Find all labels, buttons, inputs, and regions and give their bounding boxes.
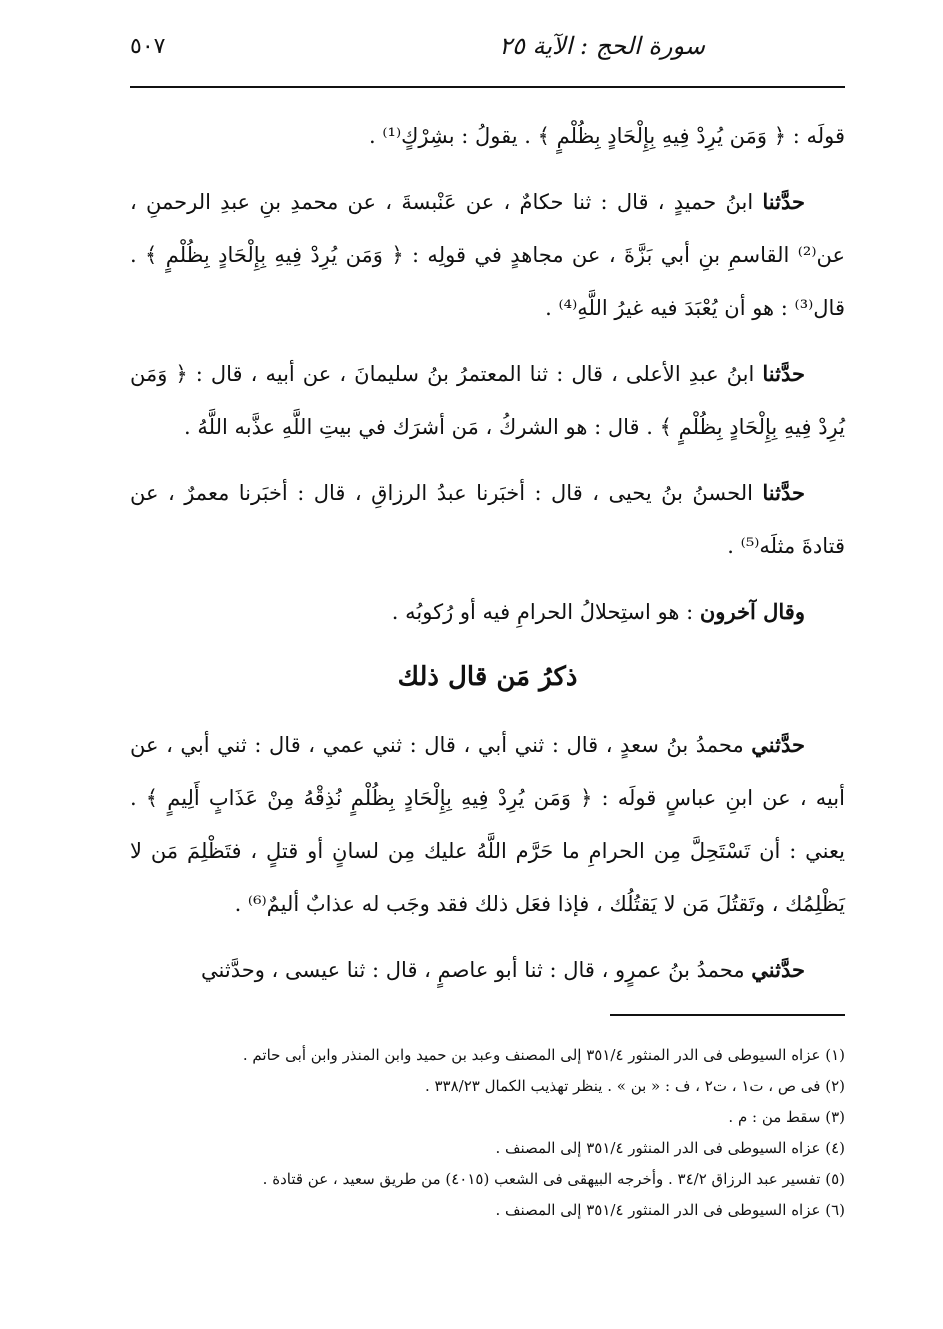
paragraph-2-text: ابنُ حميدٍ ، قال : ثنا حكامٌ ، عن عَنْبسةَ ، عن محمدِ بنِ عبدِ الرحمنِ ، عن⁽²⁾ القاسمِ بنِ أبي بَزَّةَ ، عن مجاهدٍ في قولِه : ﴿ وَمَن يُرِدْ فِيهِ بِإِلْحَادٍ بِظُلْمٍ ﴾ . قال⁽³⁾ : هو أن يُعْبَدَ فيه غيرُ اللَّهِ⁽⁴⁾ . xyxy=(130,190,845,320)
paragraph-3-text: ابنُ عبدِ الأعلى ، قال : ثنا المعتمرُ بنُ سليمانَ ، عن أبيه ، قال : ﴿ وَمَن يُرِدْ فِيهِ بِإِلْحَادٍ بِظُلْمٍ ﴾ . قال : هو الشركُ ، مَن أشرَك في بيتِ اللَّهِ عذَّبه اللَّهُ . xyxy=(130,362,845,439)
paragraph-4-lead: حدَّثنا xyxy=(762,480,805,505)
paragraph-5-text: : هو استِحلالُ الحرامِ فيه أو رُكوبُه . xyxy=(391,600,700,624)
paragraph-3-lead: حدَّثنا xyxy=(762,361,805,386)
paragraph-3 xyxy=(130,347,845,454)
footnote-rule xyxy=(610,1014,845,1016)
paragraph-6-text: محمدُ بنُ سعدٍ ، قال : ثني أبي ، قال : ثني عمي ، قال : ثني أبي ، عن أبيه ، عن ابنِ عباسٍ قولَه : ﴿ وَمَن يُرِدْ فِيهِ بِإِلْحَادٍ بِظُلْمٍ نُذِقْهُ مِنْ عَذَابٍ أَلِيمٍ ﴾ . يعني : أن تَسْتَحِلَّ مِن الحرامِ ما حَرَّم اللَّهُ عليك مِن لسانٍ أو قتلٍ ، فتَظْلِمَ مَن لا يَظْلِمُك ، وتَقتُلَ مَن لا يَقتُلُك ، فإذا فعَل ذلك فقد وجَب له عذابٌ أليمٌ⁽⁶⁾ . xyxy=(130,733,845,916)
section-heading: ذكرُ مَن قال ذلك xyxy=(397,662,578,692)
paragraph-4-text: الحسنُ بنُ يحيى ، قال : أخبَرنا عبدُ الرزاقِ ، قال : أخبَرنا معمرٌ ، عن قتادةَ مثلَه⁽⁵⁾ . xyxy=(130,481,845,558)
page-number: ٥٠٧ xyxy=(130,34,166,59)
paragraph-5-lead: وقال آخرون xyxy=(699,599,805,624)
paragraph-4 xyxy=(130,466,845,573)
footnote-6: (٦) عزاه السيوطى فى الدر المنثور ٣٥١/٤ إلى المصنف . xyxy=(495,1201,845,1219)
paragraph-7-lead: حدَّثني xyxy=(751,957,805,982)
paragraph-6 xyxy=(130,718,845,931)
paragraph-2-lead: حدَّثنا xyxy=(762,189,805,214)
paragraph-1-text: قولَه : ﴿ وَمَن يُرِدْ فِيهِ بِإِلْحَادٍ بِظُلْمٍ ﴾ . يقولُ : بشِرْكٍ⁽¹⁾ . xyxy=(369,124,845,148)
paragraph-5 xyxy=(130,585,845,639)
footnote-3: (٣) سقط من : م . xyxy=(728,1108,845,1126)
paragraph-2 xyxy=(130,175,845,335)
footnote-1: (١) عزاه السيوطى فى الدر المنثور ٣٥١/٤ إلى المصنف وعبد بن حميد وابن المنذر وابن أبى حاتم . xyxy=(242,1046,845,1064)
footnote-2: (٢) فى ص ، ت١ ، ت٢ ، ف : « بن » . ينظر تهذيب الكمال ٣٣٨/٢٣ . xyxy=(424,1077,845,1095)
header-rule xyxy=(130,86,845,88)
running-title: سورة الحج : الآية ٢٥ xyxy=(499,32,705,60)
paragraph-1 xyxy=(130,110,845,163)
page-header xyxy=(130,30,845,80)
paragraph-6-lead: حدَّثني xyxy=(751,732,805,757)
footnotes xyxy=(130,1040,845,1226)
footnote-4: (٤) عزاه السيوطى فى الدر المنثور ٣٥١/٤ إلى المصنف . xyxy=(495,1139,845,1157)
main-text xyxy=(130,110,845,1009)
paragraph-7 xyxy=(130,943,845,997)
paragraph-7-text: محمدُ بنُ عمرٍو ، قال : ثنا أبو عاصمٍ ، قال : ثنا عيسى ، وحدَّثني xyxy=(201,958,752,982)
footnote-5: (٥) تفسير عبد الرزاق ٣٤/٢ . وأخرجه البيهقى فى الشعب (٤٠١٥) من طريق سعيد ، عن قتادة . xyxy=(262,1170,845,1188)
